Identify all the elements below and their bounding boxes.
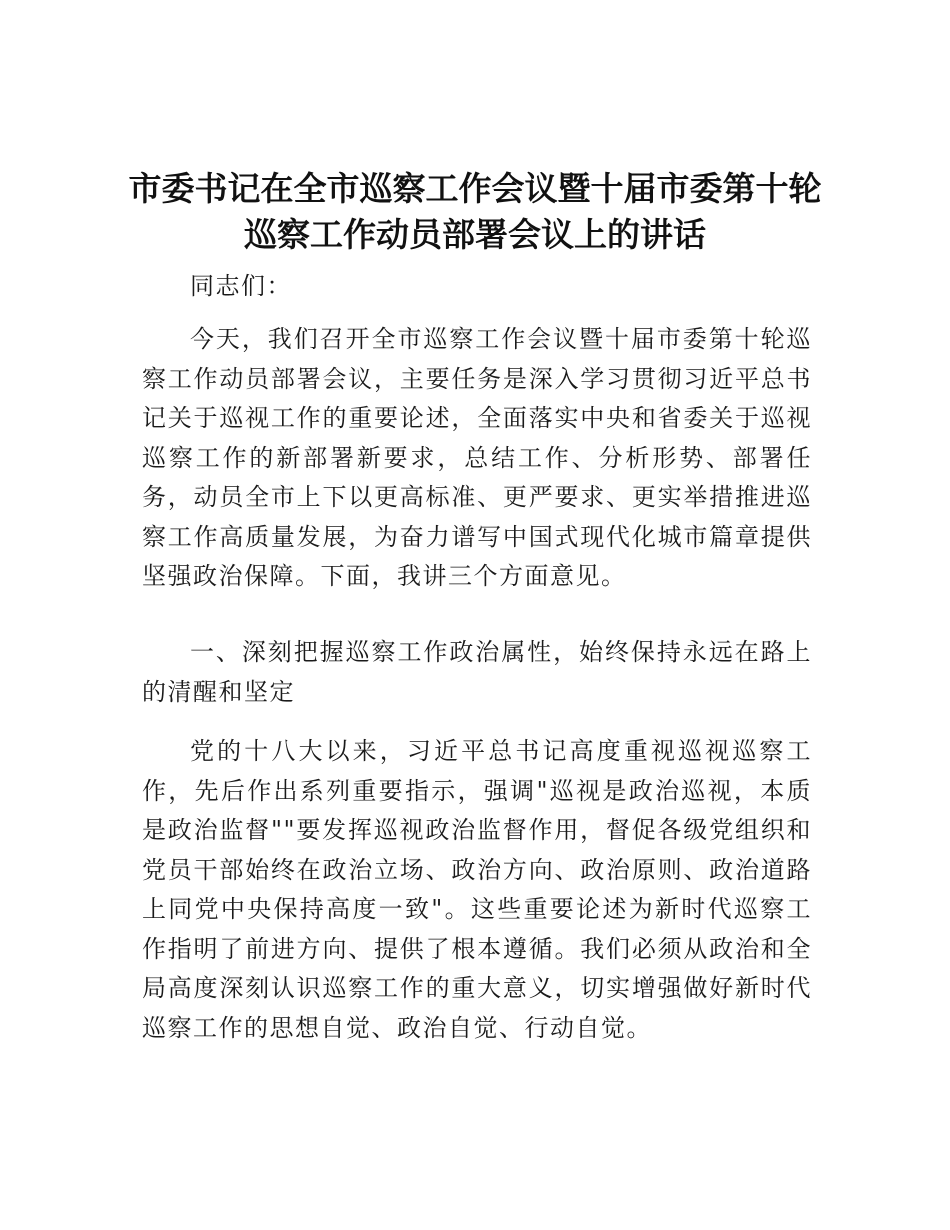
document-title: 市委书记在全市巡察工作会议暨十届市委第十轮巡察工作动员部署会议上的讲话	[128, 169, 822, 254]
paragraph-section-1: 党的十八大以来，习近平总书记高度重视巡视巡察工作，先后作出系列重要指示，强调"巡视是政治巡视，本质是政治监督""要发挥巡视政治监督作用，督促各级党组织和党员干部始终在政治立场、政治方向、政治原则、政治道路上同党中央保持高度一致"。这些重要论述为新时代巡察工作指明了前进方向、提供了根本遵循。我们必须从政治和全局高度深刻认识巡察工作的重大意义，切实增强做好新时代巡察工作的思想自觉、政治自觉、行动自觉。	[142, 737, 812, 1042]
paragraph-intro: 今天，我们召开全市巡察工作会议暨十届市委第十轮巡察工作动员部署会议，主要任务是深入学习贯彻习近平总书记关于巡视工作的重要论述，全面落实中央和省委关于巡视巡察工作的新部署新要求，总结工作、分析形势、部署任务，动员全市上下以更高标准、更严要求、更实举措推进巡察工作高质量发展，为奋力谱写中国式现代化城市篇章提供坚强政治保障。下面，我讲三个方面意见。	[142, 325, 812, 590]
salutation: 同志们：	[190, 272, 292, 300]
section-heading-1: 一、深刻把握巡察工作政治属性，始终保持永远在路上的清醒和坚定	[142, 638, 812, 706]
